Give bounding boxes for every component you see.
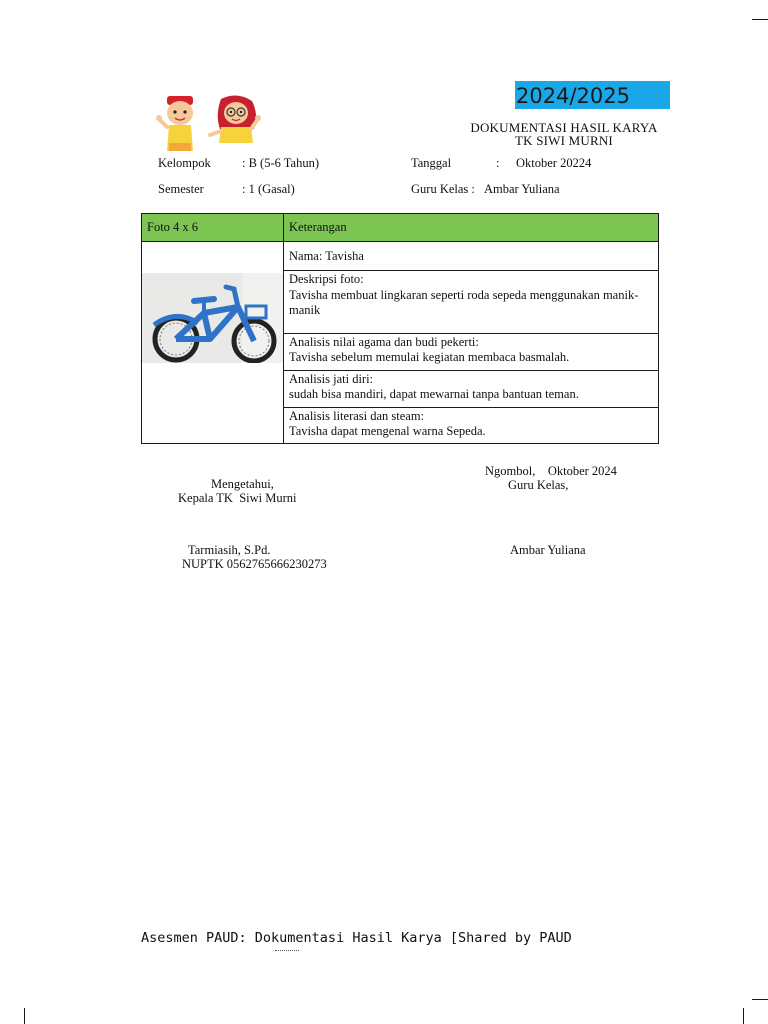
school-name: TK SIWI MURNI [515, 133, 613, 148]
deskripsi-text: Tavisha membuat lingkaran seperti roda sepeda menggunakan manik-manik [289, 288, 639, 317]
guru-name: Ambar Yuliana [510, 543, 586, 557]
kelompok-value: : B (5-6 Tahun) [242, 156, 320, 170]
agama-title: Analisis nilai agama dan budi pekerti: [289, 335, 479, 349]
documentation-table [141, 213, 659, 444]
mengetahui-caption: Mengetahui, [211, 477, 274, 491]
nama-text: Nama: Tavisha [289, 248, 364, 263]
deskripsi-title: Deskripsi foto: [289, 272, 364, 286]
literasi-text: Tavisha dapat mengenal warna Sepeda. [289, 424, 486, 438]
kelompok-label: Kelompok [158, 156, 211, 170]
semester-label: Semester [158, 182, 204, 196]
semester-value: : 1 (Gasal) [242, 182, 295, 196]
bicycle-artwork-photo [142, 273, 283, 363]
table-header-row [142, 214, 659, 242]
keterangan-column-header: Keterangan [284, 214, 659, 242]
footer-caption: Asesmen PAUD: Dokumentasi Hasil Karya [Shared by PAUD [141, 930, 572, 946]
corner-mark-top-right [752, 19, 768, 20]
literasi-title: Analisis literasi dan steam: [289, 409, 425, 423]
document-title: DOKUMENTASI HASIL KARYA [470, 120, 658, 135]
guru-kelas-label: Guru Kelas : [411, 182, 475, 196]
kepala-name: Tarmiasih, S.Pd. [188, 543, 271, 557]
guru-kelas-caption: Guru Kelas, [508, 478, 569, 492]
kepala-nuptk: NUPTK 0562765666230273 [182, 557, 327, 571]
footer-cutoff-fragment [275, 948, 305, 952]
boy-figure [156, 96, 193, 151]
girl-figure [210, 95, 261, 143]
nama-cell [284, 242, 659, 271]
agama-cell [284, 334, 659, 371]
guru-kelas-value: Ambar Yuliana [484, 182, 560, 196]
jati-diri-title: Analisis jati diri: [289, 372, 374, 386]
kepala-caption: Kepala TK Siwi Murni [178, 491, 297, 505]
tanggal-value: Oktober 20224 [516, 156, 592, 170]
tanggal-label: Tanggal [411, 156, 452, 170]
photo-cell [142, 242, 284, 444]
corner-mark-bottom-left [24, 1008, 25, 1024]
table-row-nama [142, 242, 659, 271]
tanggal-separator: : [496, 156, 500, 170]
school-year: 2024/2025 [516, 84, 630, 108]
kids-illustration [155, 93, 263, 155]
literasi-cell [284, 408, 659, 444]
jati-diri-text: sudah bisa mandiri, dapat mewarnai tanpa bantuan teman. [289, 387, 579, 401]
photo-column-header: Foto 4 x 6 [142, 214, 284, 242]
corner-mark-bottom-right-h [752, 999, 768, 1000]
agama-text: Tavisha sebelum memulai kegiatan membaca basmalah. [289, 350, 570, 364]
place-date: Ngombol, Oktober 2024 [485, 464, 617, 478]
corner-mark-bottom-right-v [743, 1008, 744, 1024]
jati-diri-cell [284, 371, 659, 408]
deskripsi-cell [284, 271, 659, 334]
